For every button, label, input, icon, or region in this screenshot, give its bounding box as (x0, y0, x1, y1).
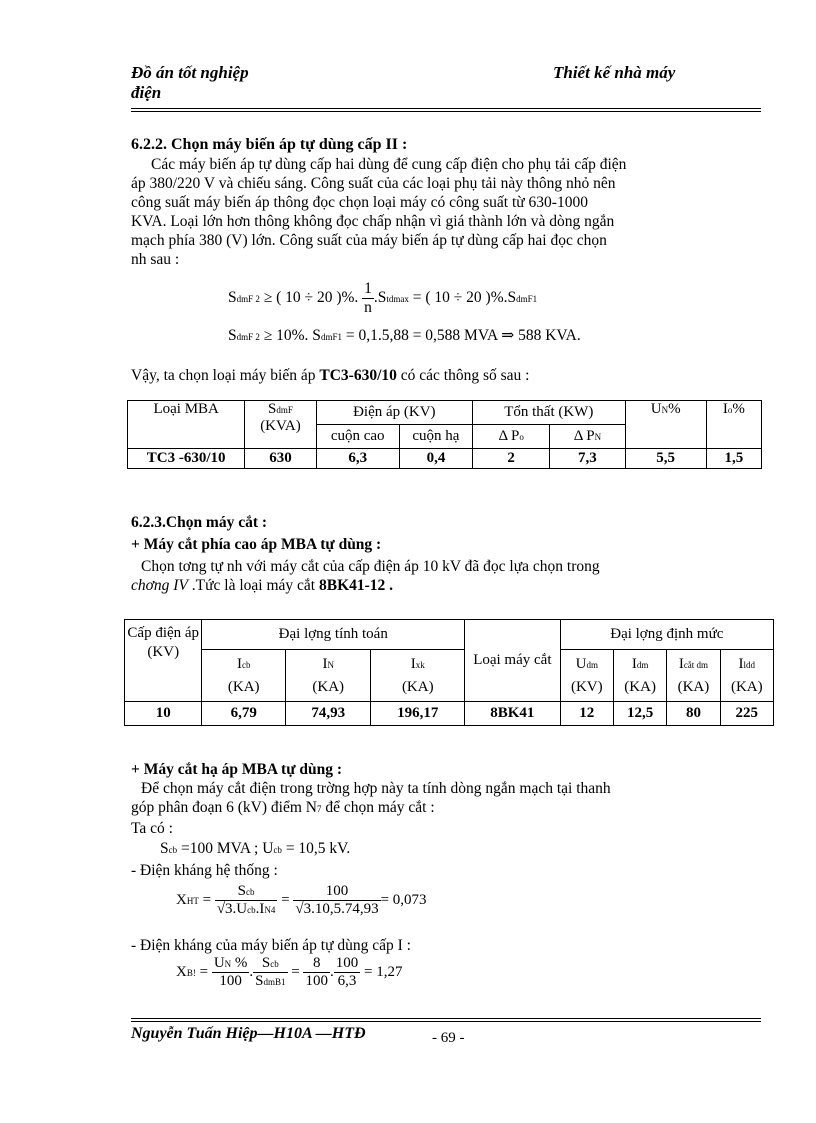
hdr-text: Δ P (498, 428, 520, 444)
eq-sub: cb (247, 905, 256, 915)
eq-text: = 10,5 kV. (281, 840, 351, 857)
hdr-unit: (KV) (570, 679, 603, 695)
hdr-sub: dmF (276, 405, 293, 415)
eq-result: = 1,27 (363, 963, 403, 980)
header-doc-title (131, 63, 249, 103)
mba-cell-type: TC3 -630/10 (128, 449, 245, 469)
mba-cell-lv: 0,4 (399, 449, 472, 469)
mba-col-loss-header: Tổn thất (KW) (473, 401, 625, 425)
hdr-text: I (678, 656, 684, 672)
para-line: Các máy biến áp tự dùng cấp hai dùng để cung cấp điện cho phụ tải cấp điện (151, 156, 627, 173)
frac-den: √3.10,5.74,93 (295, 901, 379, 917)
eq-text: S (228, 327, 237, 344)
frac-den (215, 901, 278, 918)
para-text: .Tức là loại máy cắt (187, 577, 319, 594)
hdr-text: % (732, 401, 745, 417)
table-row (125, 702, 774, 726)
frac-num (253, 955, 287, 973)
para-line: công suất máy biến áp thông đọc chọn loại máy có công suất từ 630-1000 (131, 194, 588, 211)
mba-col-p0-header (473, 425, 550, 449)
breaker-cell-icat: 80 (667, 702, 720, 726)
mba-col-type-header: Loại MBA (128, 401, 245, 449)
section-623-paragraph (131, 557, 771, 595)
section-622-title: 6.2.2. Chọn máy biến áp tự dùng cấp II : (131, 136, 408, 153)
footer-rule-bottom (131, 1021, 761, 1022)
eq-result: = 0,073 (380, 891, 427, 908)
section-623-sub-high: + Máy cắt phía cao áp MBA tự dùng : (131, 536, 382, 553)
para-italic: chơng IV (131, 577, 188, 594)
choice-model: TC3-630/10 (319, 367, 397, 384)
breaker-col-idm-header (613, 650, 666, 702)
eq-text: X (176, 891, 187, 908)
hdr-sub: N (661, 405, 669, 415)
eq-text: S (160, 840, 169, 857)
para-line: mạch phía 380 (V) lớn. Công suất của máy biến áp tự dùng cấp hai đọc chọn (131, 232, 607, 249)
eq-text: = ( 10 ÷ 20 )%.S (408, 289, 517, 307)
hdr-text: % (668, 401, 681, 417)
eq-sub: cb (168, 845, 178, 855)
breaker-table (124, 619, 774, 726)
breaker-cell-icb: 6,79 (202, 702, 286, 726)
hdr-sub: ldd (743, 660, 756, 670)
eq-text: √3.U (216, 901, 248, 917)
eq-sub: dmF1 (516, 294, 538, 305)
para-line (131, 798, 771, 819)
hdr-unit: (KA) (730, 679, 763, 695)
eq-text: S (228, 289, 237, 307)
hdr-text: I (322, 656, 328, 672)
hdr-sub: o (727, 405, 733, 415)
para-line (131, 576, 771, 595)
breaker-cell-in: 74,93 (285, 702, 371, 726)
frac-den (253, 973, 287, 990)
eq-sub: dmF 2 (236, 294, 260, 305)
header-left-line1: Đồ án tốt nghiệp (131, 63, 249, 82)
breaker-col-type-header: Loại máy cắt (465, 620, 561, 702)
mba-cell-pn: 7,3 (550, 449, 625, 469)
hdr-text: U (650, 401, 662, 417)
eq-text: S (255, 973, 264, 989)
hdr-unit: (KVA) (260, 418, 301, 434)
hdr-text: I (631, 656, 637, 672)
choice-pre: Vậy, ta chọn loại máy biến áp (131, 367, 320, 384)
hdr-sub: xk (415, 660, 425, 670)
hdr-sub: dm (636, 660, 649, 670)
frac-den: 100 (219, 973, 242, 989)
eq-text: S (237, 883, 247, 899)
hdr-sub: dm (586, 660, 598, 670)
para-line: áp 380/220 V và chiếu sáng. Công suất của các loại phụ tải này thông nhỏ nên (131, 175, 616, 192)
mba-cell-un: 5,5 (625, 449, 706, 469)
breaker-col-ildd-header (720, 650, 773, 702)
para-model: 8BK41-12 . (318, 577, 394, 594)
frac-num: 100 (335, 955, 359, 971)
mba-col-s-header (245, 401, 316, 449)
hdr-sub: cắt dm (683, 660, 709, 670)
fraction-un-over-100 (212, 955, 250, 990)
equation-sdmf2-value (228, 326, 581, 345)
frac-num: 1 (364, 280, 372, 297)
para-line: Chọn tơng tự nh với máy cắt của cấp điện áp 10 kV đã đọc lựa chọn trong (141, 558, 600, 575)
mba-col-lv-header: cuộn hạ (399, 425, 472, 449)
ht-label: - Điện kháng hệ thống : (131, 862, 278, 879)
eq-text: S (261, 955, 271, 971)
eq-text: ≥ 10%. S (263, 327, 321, 344)
footer-author: Nguyễn Tuấn Hiệp—H10A —HTĐ (131, 1025, 366, 1042)
breaker-col-ixk-header (371, 650, 465, 702)
fraction-8-over-100 (303, 955, 330, 990)
breaker-cell-idm: 12,5 (613, 702, 666, 726)
eq-text: ≥ ( 10 ÷ 20 )%. (263, 289, 359, 307)
mba-col-voltage-header: Điện áp (KV) (316, 401, 472, 425)
eq-text: .I (255, 901, 265, 917)
fraction-100-over-sqrt3 (293, 883, 380, 918)
breaker-col-in-header (285, 650, 371, 702)
eq-text: U (213, 955, 225, 971)
hdr-sub: cb (241, 660, 251, 670)
eq-text: .S (373, 289, 387, 307)
mba-cell-s: 630 (245, 449, 316, 469)
eq-sub: HT (186, 895, 199, 906)
frac-num: 100 (293, 883, 380, 901)
choice-post: có các thông số sau : (396, 367, 530, 384)
hdr-unit: (KA) (227, 679, 260, 695)
para-line: Ta có : (131, 820, 173, 837)
hdr-unit: (KA) (312, 679, 345, 695)
header-left-line2: điện (131, 83, 162, 102)
fraction-1-over-n (362, 280, 374, 317)
hdr-text: I (738, 656, 744, 672)
header-rule-bottom (131, 111, 761, 112)
section-622-paragraph (131, 155, 761, 269)
breaker-col-calc-header: Đại lợng tính toán (202, 620, 465, 650)
hdr-text: I (722, 401, 728, 417)
mba-col-hv-header: cuộn cao (316, 425, 399, 449)
eq-text: =100 MVA ; U (177, 840, 274, 857)
eq-sub: cb (273, 845, 282, 855)
equation-x-b1: XB! = $\frac{UN \%}{100}$ . $\frac{\text{Scb}}{\text{SdmB1}}$ = $\frac{8}{100}$ . $\frac{100}{6,3}$ = 1,27 (176, 955, 403, 989)
mba-cell-io: 1,5 (706, 449, 761, 469)
fraction-100-over-6-3 (334, 955, 361, 990)
eq-sub: cb (270, 959, 279, 969)
frac-den: 100 (305, 973, 328, 989)
eq-sub: dmF1 (320, 332, 342, 342)
para-text: góp phân đoạn 6 (kV) điểm N (131, 799, 317, 816)
hdr-sub: N (327, 660, 334, 670)
hdr-text: S (268, 401, 277, 417)
breaker-col-level-header: Cấp điện áp (KV) (125, 620, 202, 702)
hdr-sub: o (519, 432, 524, 442)
eq-sub: dmF 2 (236, 332, 260, 342)
para-text: để chọn máy cắt : (321, 799, 435, 816)
para-sub: 7 (316, 804, 322, 814)
equation-sdmf2-range (228, 280, 537, 317)
hdr-text: I (410, 656, 416, 672)
frac-num (212, 955, 250, 973)
mba-cell-p0: 2 (473, 449, 550, 469)
eq-sub: N4 (264, 905, 276, 915)
fraction-scb-over-sdmb1 (253, 955, 287, 990)
eq-sub: cb (246, 887, 255, 897)
hdr-unit: (KA) (677, 679, 710, 695)
breaker-col-rated-header: Đại lợng định mức (560, 620, 773, 650)
frac-den: n (364, 299, 372, 316)
hdr-sub: N (594, 432, 602, 442)
frac-num (215, 883, 278, 901)
eq-sub: dmB1 (263, 977, 286, 987)
footer-rule-top (131, 1018, 761, 1019)
fraction-scb-over-sqrt3 (215, 883, 278, 918)
breaker-cell-type: 8BK41 (465, 702, 561, 726)
eq-sub: tdmax (386, 294, 409, 305)
choice-sentence (131, 366, 529, 385)
para-line: KVA. Loại lớn hơn thông không đọc chấp nhận vì giá thành lớn và dòng ngắn (131, 213, 615, 230)
eq-sub: B! (186, 967, 196, 978)
section-lv-title: + Máy cắt hạ áp MBA tự dùng : (131, 761, 343, 778)
mba-col-pn-header (550, 425, 625, 449)
section-623-title: 6.2.3.Chọn máy cắt : (131, 514, 268, 531)
hdr-unit: (KA) (401, 679, 434, 695)
mba-spec-table (127, 400, 762, 469)
table-row (128, 449, 762, 469)
para-line: nh sau : (131, 251, 180, 268)
breaker-cell-ildd: 225 (720, 702, 773, 726)
mba-col-un-header (625, 401, 706, 449)
breaker-cell-level: 10 (125, 702, 202, 726)
hdr-unit: (KA) (624, 679, 656, 695)
equation-base-values (160, 840, 350, 858)
mba-cell-hv: 6,3 (316, 449, 399, 469)
eq-text: = 0,1.5,88 = 0,588 MVA ⇒ 588 KVA. (341, 327, 581, 344)
equation-x-ht: XHT = $\frac{\text{Scb}}{\text{√3.Ucb.IN4}}$ = $\frac{100}{√3.10,5.74,93}$ = 0,073 (176, 883, 427, 917)
eq-sub: N (224, 959, 232, 969)
header-right-title: Thiết kế nhà máy (553, 63, 676, 82)
b1-label: - Điện kháng của máy biến áp tự dùng cấp I : (131, 937, 411, 954)
section-lv-paragraph (131, 779, 771, 838)
eq-text: X (176, 963, 187, 980)
mba-col-io-header (706, 401, 761, 449)
hdr-text: Δ P (573, 428, 595, 444)
breaker-cell-ixk: 196,17 (371, 702, 465, 726)
header-rule-top (131, 108, 761, 109)
para-line: Để chọn máy cắt điện trong trờng hợp này ta tính dòng ngắn mạch tại thanh (141, 780, 611, 797)
eq-text: % (231, 955, 248, 971)
breaker-col-icb-header (202, 650, 286, 702)
hdr-text: U (575, 656, 587, 672)
footer-page-number: - 69 - (432, 1030, 465, 1046)
breaker-col-icat-header (667, 650, 720, 702)
frac-den: 6,3 (337, 973, 357, 989)
hdr-text: I (236, 656, 242, 672)
breaker-cell-udm: 12 (560, 702, 613, 726)
breaker-col-udm-header (560, 650, 613, 702)
frac-num: 8 (303, 955, 330, 973)
